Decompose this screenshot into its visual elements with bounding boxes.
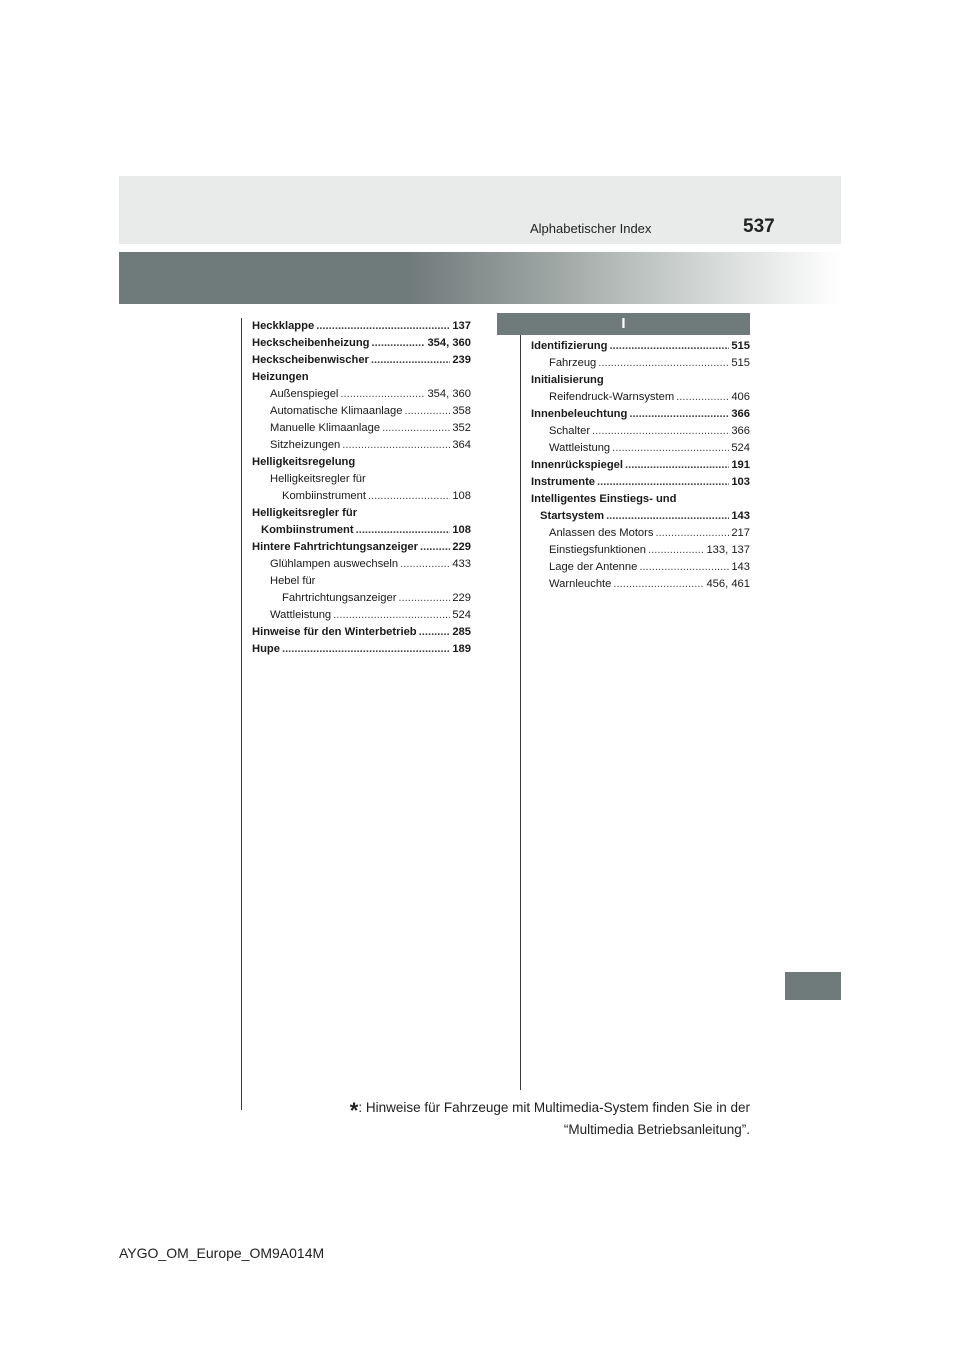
index-term: Außenspiegel bbox=[270, 388, 339, 400]
right-column-rule bbox=[520, 318, 521, 1090]
leader-dots bbox=[400, 556, 450, 573]
index-term: Fahrzeug bbox=[549, 357, 597, 369]
index-term: Warnleuchte bbox=[549, 578, 612, 590]
leader-dots bbox=[368, 488, 450, 505]
index-page-ref: 239 bbox=[452, 354, 471, 366]
index-page-ref: 456, 461 bbox=[706, 578, 750, 590]
index-entry bbox=[252, 420, 471, 437]
leader-dots bbox=[648, 542, 704, 559]
index-entry bbox=[531, 372, 750, 389]
index-entry bbox=[531, 338, 750, 355]
leader-dots bbox=[340, 386, 425, 403]
index-entry bbox=[531, 508, 750, 525]
index-term: Hinweise für den Winterbetrieb bbox=[252, 626, 417, 638]
index-page-ref: 524 bbox=[452, 609, 471, 621]
index-letter-tab: I bbox=[497, 313, 750, 335]
footnote bbox=[330, 1098, 750, 1139]
leader-dots bbox=[676, 389, 729, 406]
index-term: Innenbeleuchtung bbox=[531, 408, 628, 420]
index-entry bbox=[252, 539, 471, 556]
index-term: Automatische Klimaanlage bbox=[270, 405, 403, 417]
index-page-ref: 364 bbox=[452, 439, 471, 451]
leader-dots bbox=[404, 403, 450, 420]
leader-dots bbox=[625, 457, 729, 474]
header-band bbox=[119, 252, 841, 304]
index-page-ref: 285 bbox=[452, 626, 471, 638]
index-entry bbox=[252, 369, 471, 386]
index-term: Helligkeitsregler für bbox=[270, 473, 366, 485]
leader-dots bbox=[372, 335, 426, 352]
index-entry bbox=[252, 335, 471, 352]
index-term: Identifizierung bbox=[531, 340, 608, 352]
index-term: Manuelle Klimaanlage bbox=[270, 422, 381, 434]
index-term: Helligkeitsregelung bbox=[252, 456, 356, 468]
index-page-ref: 358 bbox=[452, 405, 471, 417]
index-page-ref: 366 bbox=[731, 408, 750, 420]
leader-dots bbox=[613, 576, 704, 593]
index-term: Intelligentes Einstiegs- und bbox=[531, 493, 677, 505]
leader-dots bbox=[655, 525, 729, 542]
leader-dots bbox=[609, 338, 729, 355]
index-term: Hebel für bbox=[270, 575, 316, 587]
index-term: Anlassen des Motors bbox=[549, 527, 654, 539]
footnote-line-1: *: Hinweise für Fahrzeuge mit Multimedia-System finden Sie in der bbox=[349, 1098, 750, 1123]
index-page-ref: 366 bbox=[731, 425, 750, 437]
index-page-ref: 229 bbox=[452, 592, 471, 604]
index-entry bbox=[252, 505, 471, 522]
index-column-right bbox=[531, 338, 750, 593]
index-term: Helligkeitsregler für bbox=[252, 507, 358, 519]
index-page-ref: 229 bbox=[452, 541, 471, 553]
index-entry bbox=[252, 437, 471, 454]
index-entry bbox=[252, 624, 471, 641]
index-term: Heckscheibenwischer bbox=[252, 354, 369, 366]
index-entry bbox=[252, 318, 471, 335]
index-entry bbox=[531, 440, 750, 457]
index-page-ref: 352 bbox=[452, 422, 471, 434]
index-term: Reifendruck-Warnsystem bbox=[549, 391, 675, 403]
index-page-ref: 137 bbox=[452, 320, 471, 332]
index-entry bbox=[252, 386, 471, 403]
index-term: Wattleistung bbox=[549, 442, 611, 454]
index-entry bbox=[252, 488, 471, 505]
leader-dots bbox=[612, 440, 729, 457]
left-column-rule bbox=[241, 318, 242, 1110]
index-entry bbox=[252, 641, 471, 658]
index-entry bbox=[531, 457, 750, 474]
leader-dots bbox=[282, 641, 450, 658]
page-number: 537 bbox=[743, 216, 775, 237]
index-term: Heckklappe bbox=[252, 320, 315, 332]
leader-dots bbox=[606, 508, 729, 525]
index-term: Lage der Antenne bbox=[549, 561, 638, 573]
index-entry bbox=[531, 542, 750, 559]
index-term: Sitzheizungen bbox=[270, 439, 341, 451]
leader-dots bbox=[342, 437, 450, 454]
leader-dots bbox=[598, 355, 729, 372]
leader-dots bbox=[639, 559, 729, 576]
index-entry bbox=[252, 573, 471, 590]
index-page-ref: 433 bbox=[452, 558, 471, 570]
index-entry bbox=[252, 556, 471, 573]
index-term: Kombiinstrument bbox=[261, 524, 354, 536]
leader-dots bbox=[398, 590, 450, 607]
leader-dots bbox=[419, 624, 451, 641]
index-entry bbox=[252, 522, 471, 539]
index-page-ref: 189 bbox=[452, 643, 471, 655]
index-term: Einstiegsfunktionen bbox=[549, 544, 647, 556]
index-entry bbox=[531, 491, 750, 508]
index-entry bbox=[531, 389, 750, 406]
index-page-ref: 217 bbox=[731, 527, 750, 539]
index-page-ref: 103 bbox=[731, 476, 750, 488]
footnote-marker: * bbox=[349, 1098, 359, 1123]
index-page-ref: 143 bbox=[731, 561, 750, 573]
index-page-ref: 524 bbox=[731, 442, 750, 454]
index-entry bbox=[252, 607, 471, 624]
index-term: Fahrtrichtungsanzeiger bbox=[282, 592, 397, 604]
index-entry bbox=[252, 454, 471, 471]
leader-dots bbox=[420, 539, 450, 556]
index-entry bbox=[531, 474, 750, 491]
index-entry bbox=[531, 525, 750, 542]
section-title: Alphabetischer Index bbox=[530, 221, 652, 236]
index-entry bbox=[531, 576, 750, 593]
index-page-ref: 191 bbox=[731, 459, 750, 471]
index-entry bbox=[252, 471, 471, 488]
leader-dots bbox=[316, 318, 450, 335]
index-entry bbox=[252, 403, 471, 420]
index-page-ref: 406 bbox=[731, 391, 750, 403]
leader-dots bbox=[592, 423, 729, 440]
index-term: Glühlampen auswechseln bbox=[270, 558, 399, 570]
index-term: Hupe bbox=[252, 643, 280, 655]
index-entry bbox=[252, 352, 471, 369]
index-term: Wattleistung bbox=[270, 609, 332, 621]
index-term: Kombiinstrument bbox=[282, 490, 366, 502]
index-entry bbox=[531, 355, 750, 372]
chapter-side-tab bbox=[785, 972, 841, 1000]
index-term: Schalter bbox=[549, 425, 591, 437]
index-page-ref: 354, 360 bbox=[427, 337, 471, 349]
document-id: AYGO_OM_Europe_OM9A014M bbox=[119, 1245, 325, 1261]
index-term: Instrumente bbox=[531, 476, 596, 488]
leader-dots bbox=[356, 522, 451, 539]
footnote-line-2: “Multimedia Betriebsanleitung”. bbox=[563, 1122, 750, 1137]
index-column-left bbox=[252, 318, 471, 658]
index-page-ref: 108 bbox=[452, 524, 471, 536]
index-page-ref: 515 bbox=[731, 340, 750, 352]
leader-dots bbox=[371, 352, 450, 369]
index-page-ref: 515 bbox=[731, 357, 750, 369]
leader-dots bbox=[382, 420, 450, 437]
index-term: Heckscheibenheizung bbox=[252, 337, 370, 349]
index-term: Heizungen bbox=[252, 371, 309, 383]
index-term: Innenrückspiegel bbox=[531, 459, 624, 471]
index-term: Startsystem bbox=[540, 510, 605, 522]
index-entry bbox=[531, 559, 750, 576]
index-entry bbox=[531, 423, 750, 440]
index-page-ref: 143 bbox=[731, 510, 750, 522]
leader-dots bbox=[597, 474, 729, 491]
index-entry bbox=[531, 406, 750, 423]
index-page-ref: 354, 360 bbox=[427, 388, 471, 400]
leader-dots bbox=[333, 607, 450, 624]
index-page-ref: 133, 137 bbox=[706, 544, 750, 556]
leader-dots bbox=[629, 406, 729, 423]
index-term: Hintere Fahrtrichtungsanzeiger bbox=[252, 541, 418, 553]
header-bar bbox=[119, 176, 841, 244]
index-term: Initialisierung bbox=[531, 374, 604, 386]
index-page-ref: 108 bbox=[452, 490, 471, 502]
index-entry bbox=[252, 590, 471, 607]
